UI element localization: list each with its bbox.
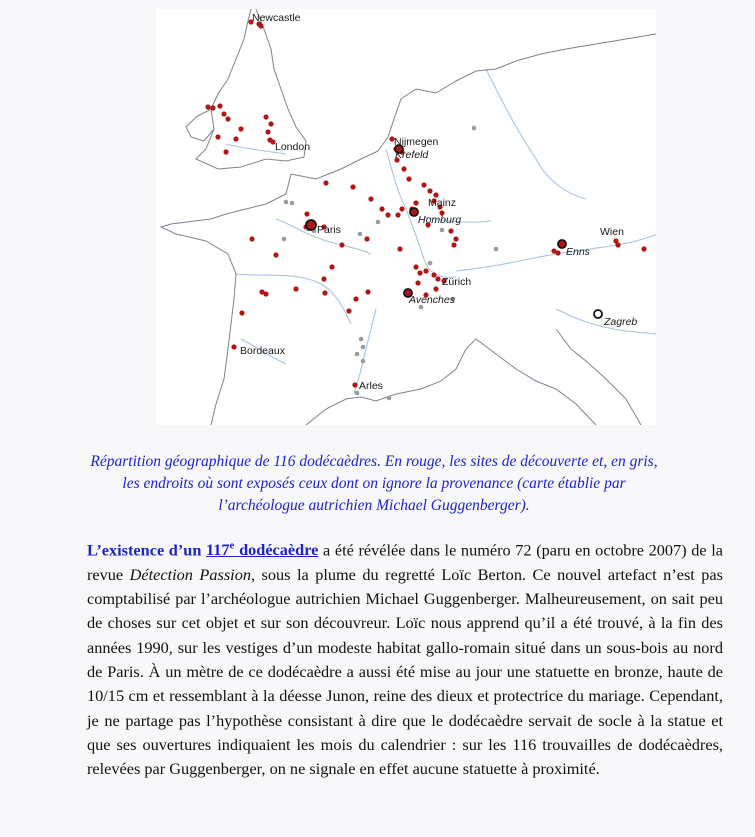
discovery-site-dot bbox=[263, 291, 268, 296]
discovery-site-dot bbox=[451, 242, 456, 247]
discovery-site-dot bbox=[417, 270, 422, 275]
link-number: 117 bbox=[206, 540, 230, 560]
discovery-site-dot bbox=[329, 264, 334, 269]
discovery-site-dot bbox=[304, 211, 309, 216]
exhibition-site-dot bbox=[355, 352, 360, 357]
exhibition-site-dot bbox=[361, 345, 366, 350]
discovery-site-dot bbox=[350, 184, 355, 189]
city-label-zagreb: Zagreb bbox=[604, 316, 638, 328]
discovery-site-dot bbox=[421, 182, 426, 187]
discovery-site-dot bbox=[379, 206, 384, 211]
discovery-site-dot bbox=[555, 250, 560, 255]
discovery-site-dot bbox=[323, 180, 328, 185]
discovery-site-dot bbox=[413, 200, 418, 205]
discovery-site-dot bbox=[364, 236, 369, 241]
city-label-nijmegen: Nijmegen bbox=[394, 136, 439, 148]
exhibition-site-dot bbox=[361, 359, 366, 364]
city-marker-ring bbox=[558, 240, 566, 248]
discovery-site-dot bbox=[352, 382, 357, 387]
discovery-site-dot bbox=[395, 212, 400, 217]
discovery-site-dot bbox=[346, 308, 351, 313]
link-superscript: e bbox=[229, 540, 235, 552]
exhibition-site-dot bbox=[472, 126, 477, 131]
discovery-site-dot bbox=[233, 136, 238, 141]
city-label-enns: Enns bbox=[566, 246, 590, 258]
magazine-title: Détection Passion bbox=[129, 564, 251, 584]
city-label-arles: Arles bbox=[359, 380, 383, 392]
discovery-site-dot bbox=[217, 103, 222, 108]
coast-continent-north bbox=[291, 34, 656, 179]
discovery-site-dot bbox=[231, 344, 236, 349]
discovery-site-dot bbox=[401, 166, 406, 171]
sites-layer bbox=[205, 19, 646, 400]
discovery-site-dot bbox=[353, 296, 358, 301]
discovery-site-dot bbox=[448, 228, 453, 233]
lead-prefix: L’existence d’un bbox=[87, 540, 207, 560]
discovery-site-dot bbox=[223, 149, 228, 154]
discovery-site-dot bbox=[615, 242, 620, 247]
discovery-site-dot bbox=[453, 236, 458, 241]
discovery-site-dot bbox=[339, 242, 344, 247]
discovery-site-dot bbox=[273, 252, 278, 257]
discovery-site-dot bbox=[239, 310, 244, 315]
river-loire bbox=[236, 274, 351, 324]
discovery-site-dot bbox=[413, 264, 418, 269]
coast-mediterranean bbox=[306, 339, 596, 425]
discovery-site-dot bbox=[433, 286, 438, 291]
discovery-site-dot bbox=[263, 114, 268, 119]
coast-wales bbox=[186, 109, 214, 141]
exhibition-site-dot bbox=[358, 232, 363, 237]
discovery-site-dot bbox=[431, 272, 436, 277]
discovery-site-dot bbox=[321, 276, 326, 281]
discovery-site-dot bbox=[435, 276, 440, 281]
exhibition-site-dot bbox=[376, 220, 381, 225]
discovery-site-dot bbox=[249, 236, 254, 241]
discovery-site-dot bbox=[397, 246, 402, 251]
discovery-site-dot bbox=[368, 196, 373, 201]
river-elbe bbox=[486, 69, 586, 199]
city-label-avenches: Avenches bbox=[409, 294, 455, 306]
discovery-site-dot bbox=[423, 268, 428, 273]
exhibition-site-dot bbox=[440, 228, 445, 233]
city-label-mainz: Mainz bbox=[428, 197, 457, 209]
discovery-site-dot bbox=[427, 188, 432, 193]
city-label-homburg: Homburg bbox=[418, 214, 462, 226]
europe-map-svg bbox=[156, 9, 656, 425]
discovery-site-dot bbox=[399, 206, 404, 211]
figure-caption: Répartition géographique de 116 dodécaèdres. En rouge, les sites de découverte et, en gris, les endroits où sont exposés ceux dont on ignore la provenance (carte établie par l’archéologue autrichien Michael Guggenberger). bbox=[90, 453, 658, 514]
city-label-newcastle: Newcastle bbox=[252, 12, 301, 24]
dodecaedre-117-link[interactable] bbox=[206, 540, 318, 559]
discovery-site-dot bbox=[268, 121, 273, 126]
distribution-map bbox=[156, 9, 656, 425]
discovery-site-dot bbox=[238, 126, 243, 131]
discovery-site-dot bbox=[365, 289, 370, 294]
exhibition-site-dot bbox=[428, 261, 433, 266]
city-marker-ring bbox=[410, 208, 418, 216]
city-label-bordeaux: Bordeaux bbox=[240, 345, 285, 357]
city-label-paris: Paris bbox=[317, 224, 341, 236]
discovery-site-dot bbox=[641, 246, 646, 251]
link-word: dodécaèdre bbox=[234, 540, 319, 560]
discovery-site-dot bbox=[322, 290, 327, 295]
labels-layer bbox=[240, 12, 637, 392]
exhibition-site-dot bbox=[494, 247, 499, 252]
discovery-site-dot bbox=[265, 129, 270, 134]
discovery-site-dot bbox=[221, 111, 226, 116]
lead-phrase bbox=[87, 540, 318, 559]
exhibition-site-dot bbox=[359, 337, 364, 342]
discovery-site-dot bbox=[215, 134, 220, 139]
exhibition-site-dot bbox=[387, 396, 392, 401]
coast-france-west bbox=[161, 174, 291, 425]
discovery-site-dot bbox=[385, 212, 390, 217]
exhibition-site-dot bbox=[290, 201, 295, 206]
discovery-site-dot bbox=[205, 104, 210, 109]
discovery-site-dot bbox=[406, 176, 411, 181]
city-label-london: London bbox=[275, 141, 311, 153]
city-label-wien: Wien bbox=[600, 226, 624, 238]
coast-adriatic bbox=[556, 329, 641, 425]
exhibition-site-dot bbox=[282, 237, 287, 242]
city-label-zrich: Zürich bbox=[442, 276, 472, 288]
text-part-1: a été révélée dans le numéro 72 (paru en octobre 2007) de la revue bbox=[87, 540, 723, 584]
text-part-2: , sous la plume du regretté Loïc Berton. Ce nouvel artefact n’est pas comptabilisé par l’archéologue autrichien Michael Guggenberger. Malheureusement, on sait peu de choses sur cet objet et sur son découvreur. Loïc nous apprend qu’il a été trouvé, à la fin des années 1990, sur les vestiges d’un modeste habitat gallo-romain situé dans un sous-bois au nord de Paris. À un mètre de ce dodécaèdre a aussi été mise au jour une statuette en bronze, haute de 10/15 cm et ressemblant à la déesse Junon, reine des dieux et protectrice du mariage. Cependant, je ne partage pas l’hypothèse consistant à dire que le dodécaèdre servait de socle à la statue et que ses ouvertures indiquaient les mois du calendrier : sur les 116 trouvailles de dodécaèdres, relevées par Guggenberger, on ne signale en effet aucune statuette à proximité. bbox=[87, 564, 723, 779]
city-marker-ring bbox=[306, 220, 316, 230]
discovery-site-dot bbox=[293, 286, 298, 291]
discovery-site-dot bbox=[225, 116, 230, 121]
city-marker-ring bbox=[594, 310, 602, 318]
article-paragraph bbox=[87, 534, 723, 781]
coastline-layer bbox=[161, 9, 656, 425]
discovery-site-dot bbox=[210, 105, 215, 110]
discovery-site-dot bbox=[258, 23, 263, 28]
city-label-krefeld: Krefeld bbox=[395, 149, 429, 161]
exhibition-site-dot bbox=[284, 200, 289, 205]
discovery-site-dot bbox=[415, 280, 420, 285]
